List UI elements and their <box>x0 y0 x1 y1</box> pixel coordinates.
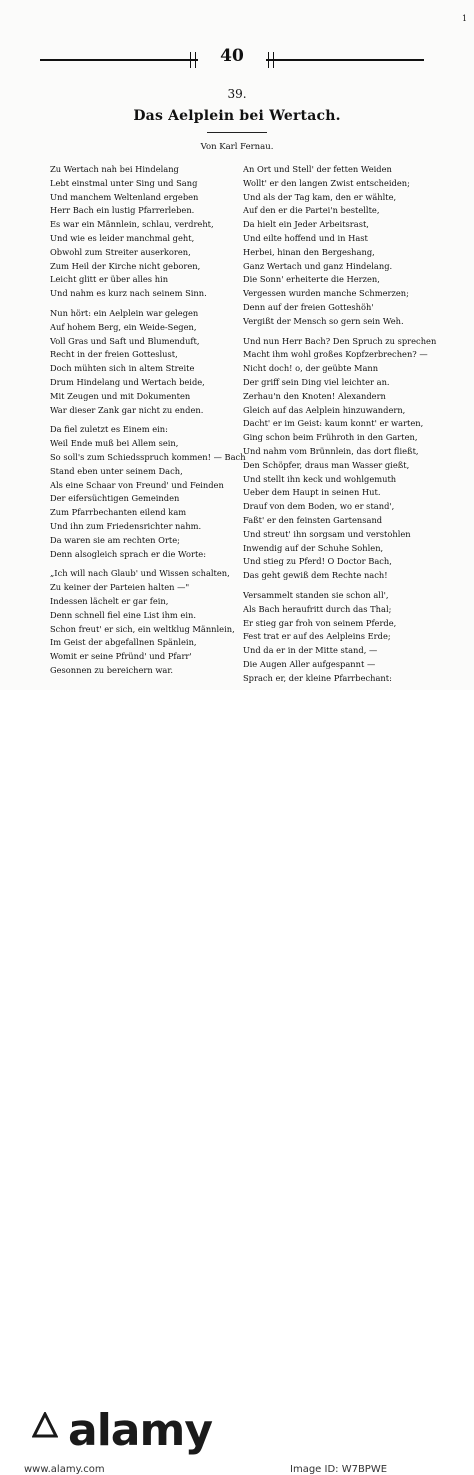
watermark-brand: alamy <box>68 1405 212 1456</box>
alamy-logo-icon <box>32 1412 58 1438</box>
poem-line: Denn schnell fiel eine List ihm ein. <box>50 609 196 620</box>
poem-line: Gleich auf das Aelplein hinzuwandern, <box>243 404 406 415</box>
stanza <box>243 589 443 686</box>
poem-line: War dieser Zank gar nicht zu enden. <box>50 404 204 415</box>
poem-line: Im Geist der abgefallnen Spänlein, <box>50 637 197 648</box>
poem-line: Der griff sein Ding viel leichter an. <box>243 376 390 387</box>
poem-line: Ganz Wertach und ganz Hindelang. <box>243 260 393 271</box>
page-number: 40 <box>220 46 244 66</box>
stanza <box>243 335 443 583</box>
poem-line: Zum Pfarrbechanten eilend kam <box>50 507 187 518</box>
poem-line: Und nahm vom Brünnlein, das dort fließt, <box>243 445 419 456</box>
poem-line: Da hielt ein Jeder Arbeitsrast, <box>243 219 369 230</box>
stanza <box>243 163 443 329</box>
header-rule-left <box>40 59 198 61</box>
poem-line: Die Augen Aller aufgespannt — <box>243 658 376 669</box>
poem-line: Die Sonn' erheiterte die Herzen, <box>243 274 380 285</box>
poem-line: Den Schöpfer, draus man Wasser gießt, <box>243 459 410 470</box>
poem-line: Und manchem Weltenland ergeben <box>50 191 199 202</box>
poem-line: Nun hört: ein Aelplein war gelegen <box>50 307 199 318</box>
poem-line: Recht in der freien Gotteslust, <box>50 349 178 360</box>
poem-line: An Ort und Stell' der fetten Weiden <box>243 164 392 174</box>
stanza <box>50 567 250 677</box>
poem-line: Vergessen wurden manche Schmerzen; <box>243 288 409 299</box>
poem-line: Und wie es leider manchmal geht, <box>50 232 195 243</box>
poem-line: Der eifersüchtigen Gemeinden <box>50 493 180 504</box>
poem-line: Er stieg gar froh von seinem Pferde, <box>243 617 397 628</box>
poem-line: Und stellt ihn keck und wohlgemuth <box>243 473 397 484</box>
poem-line: Dacht' er im Geist: kaum konnt' er warten, <box>243 418 424 429</box>
poem-line: Herr Bach ein lustig Pfarrerleben. <box>50 205 195 216</box>
poem-line: Und nun Herr Bach? Den Spruch zu sprechen <box>243 335 437 346</box>
poem-line: Zerhau'n den Knoten! Alexandern <box>243 390 386 401</box>
poem-line: Versammelt standen sie schon all', <box>243 589 389 600</box>
poem-line: Zu keiner der Parteien halten —" <box>50 582 190 593</box>
poem-line: Drauf von dem Boden, wo er stand', <box>243 501 395 512</box>
stanza <box>50 163 250 301</box>
poem-line: Womit er seine Pfründ' und Pfarr' <box>50 651 192 662</box>
poem-line: Das geht gewiß dem Rechte nach! <box>243 570 388 581</box>
poem-line: Vergißt der Mensch so gern sein Weh. <box>243 315 404 326</box>
poem-line: Zu Wertach nah bei Hindelang <box>50 164 179 174</box>
poem-line: Und streut' ihn sorgsam und verstohlen <box>243 528 411 539</box>
poem-line: Doch mühten sich in altem Streite <box>50 363 195 374</box>
poem-line: Zum Heil der Kirche nicht geboren, <box>50 260 201 271</box>
title-rule <box>207 132 267 133</box>
poem-line: Da fiel zuletzt es Einem ein: <box>50 424 168 435</box>
poem-line: Und als der Tag kam, den er wählte, <box>243 191 397 202</box>
poem-line: Und eilte hoffend und in Hast <box>243 232 368 243</box>
watermark-url: www.alamy.com <box>24 1464 105 1475</box>
poem-line: Es war ein Männlein, schlau, verdreht, <box>50 219 214 230</box>
poem-line: Indessen lächelt er gar fein, <box>50 595 169 606</box>
poem-line: Nicht doch! o, der geübte Mann <box>243 363 379 374</box>
poem-line: Und stieg zu Pferd! O Doctor Bach, <box>243 556 392 567</box>
poem-line: Denn auf der freien Gotteshöh' <box>243 301 374 312</box>
watermark-footer <box>0 690 474 1475</box>
poem-line: Fest trat er auf des Aelpleins Erde; <box>243 631 391 642</box>
watermark-image-id: Image ID: W7BPWE <box>290 1464 388 1475</box>
poem-author: Von Karl Fernau. <box>200 142 274 152</box>
poem-line: Da waren sie am rechten Orte; <box>50 534 180 545</box>
poem-line: Und ihn zum Friedensrichter nahm. <box>50 520 202 531</box>
poem-line: Lebt einstmal unter Sing und Sang <box>50 177 198 188</box>
book-page <box>0 0 474 690</box>
poem-line: Macht ihm wohl großes Kopfzerbrechen? — <box>243 349 428 360</box>
poem-line: Faßt' er den feinsten Gartensand <box>243 514 383 525</box>
poem-line: Obwohl zum Streiter auserkoren, <box>50 246 191 257</box>
left-column <box>50 163 250 678</box>
poem-line: Und nahm es kurz nach seinem Sinn. <box>50 288 207 299</box>
poem-number: 39. <box>227 87 247 101</box>
poem-line: Als eine Schaar von Freund' und Feinden <box>50 479 224 490</box>
poem-line: Und da er in der Mitte stand, — <box>243 645 378 656</box>
poem-line: Voll Gras und Saft und Blumenduft, <box>50 335 200 346</box>
header-bracket-left <box>190 52 196 68</box>
poem-line: Drum Hindelang und Wertach beide, <box>50 376 205 387</box>
poem-line: „Ich will nach Glaub' und Wissen schalten, <box>50 568 230 579</box>
corner-mark: 1 <box>462 14 468 23</box>
poem-line: Wollt' er den langen Zwist entscheiden; <box>243 177 410 188</box>
poem-line: Auf den er die Partei'n bestellte, <box>243 205 380 216</box>
poem-line: So soll's zum Schiedsspruch kommen! — Bach <box>50 451 246 462</box>
poem-line: Leicht glitt er über alles hin <box>50 274 169 285</box>
poem-line: Ging schon beim Frühroth in den Garten, <box>243 432 418 443</box>
poem-line: Gesonnen zu bereichern war. <box>50 664 174 675</box>
header-rule-right <box>266 59 424 61</box>
stanza <box>50 423 250 561</box>
poem-line: Inwendig auf der Schuhe Sohlen, <box>243 542 384 553</box>
poem-line: Ueber dem Haupt in seinen Hut. <box>243 487 381 498</box>
poem-line: Auf hohem Berg, ein Weide-Segen, <box>50 321 197 332</box>
poem-line: Mit Zeugen und mit Dokumenten <box>50 390 191 401</box>
page-header <box>40 44 424 76</box>
poem-line: Weil Ende muß bei Allem sein, <box>50 438 179 449</box>
poem-title: Das Aelplein bei Wertach. <box>133 108 341 124</box>
right-column <box>243 163 443 685</box>
poem-line: Stand eben unter seinem Dach, <box>50 465 183 476</box>
stanza <box>50 307 250 417</box>
poem-line: Schon freut' er sich, ein weltklug Männlein, <box>50 623 235 634</box>
poem-line: Denn alsogleich sprach er die Worte: <box>50 548 206 559</box>
poem-line: Als Bach heraufritt durch das Thal; <box>243 603 392 614</box>
poem-line: Herbei, hinan den Bergeshang, <box>243 246 375 257</box>
poem-line: Sprach er, der kleine Pfarrbechant: <box>243 672 392 683</box>
